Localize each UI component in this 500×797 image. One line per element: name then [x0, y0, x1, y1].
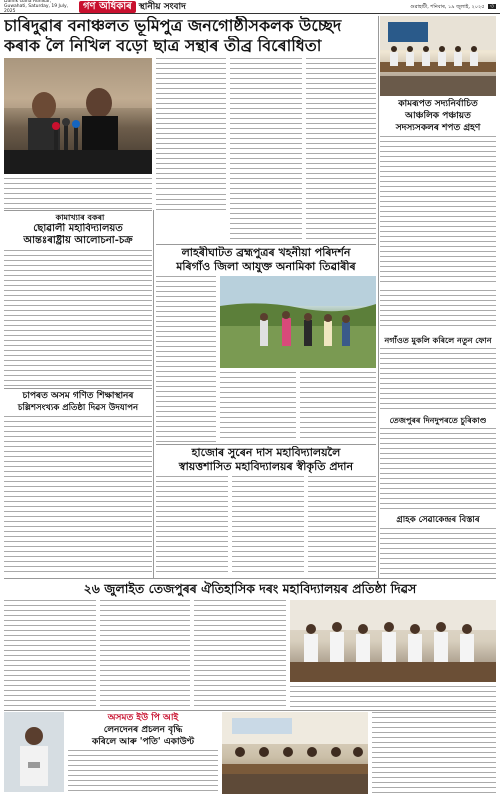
hajo-col-3: [308, 476, 376, 576]
hajo-headline-2: স্বায়ত্তশাসিত মহাবিদ্যালয়ৰ স্বীকৃতি প্ৰদান: [178, 460, 354, 473]
lahorighat-col-1: [156, 276, 216, 442]
kamakhya-headline-2: আন্তঃৰাষ্ট্ৰীয় আলোচনা-চক্ৰ: [23, 235, 133, 246]
lead-photo: [4, 58, 152, 174]
nagaon-headline: নগাঁওত মুকলি কৰিলে নতুন ফোন: [384, 335, 492, 345]
upi-headline-1: অসমত ইউ পি আই: [107, 713, 179, 723]
kamrup-photo: [380, 16, 496, 96]
hajo-col-1: [156, 476, 228, 576]
rule-right-col: [378, 16, 379, 578]
chabua-headline-1: চাপৰত অসম গণিত শিক্ষাস্থানৰ: [22, 391, 134, 401]
nagaon-body: [380, 348, 496, 410]
lahorighat-headline-1: লাহৰীঘাটত ব্ৰহ্মপুত্ৰৰ খহনীয়া পৰিদৰ্শন: [181, 246, 351, 259]
newspaper-logo: গণ অধিকাৰ: [79, 1, 136, 13]
chabua-body: [4, 416, 152, 576]
tezpur-college-col-4: [290, 686, 496, 708]
riverbank-visit-illustration: [220, 276, 376, 368]
kamrup-headline-3: সদস্যসকলৰ শপত গ্ৰহণ: [395, 123, 481, 133]
lead-headline-line1: চাৰিদুৱাৰ বনাঞ্চলত ভূমিপুত্ৰ জনগোষ্ঠীসকলক উচ্ছেদ: [4, 16, 342, 35]
date-text: গুৱাহাটী, শনিবাৰ, ১৯ জুলাই, ২০২৫: [410, 3, 485, 10]
lead-col-2b: [156, 194, 226, 210]
upi-photo: [4, 712, 64, 792]
lead-col-2: [156, 58, 226, 190]
service-body: [380, 528, 496, 578]
lead-col-1b: [4, 178, 152, 210]
chabua-headline-2: চল্লিশসংখ্যক প্ৰতিষ্ঠা দিৱস উদযাপন: [17, 403, 139, 413]
tezpur-college-headline: ২৬ জুলাইত তেজপুৰৰ ঐতিহাসিক দৰং মহাবিদ্যালয়ৰ প্ৰতিষ্ঠা দিৱস: [83, 581, 417, 596]
masthead: [0, 0, 500, 14]
tezpur-college-col-5: [372, 712, 496, 794]
hajo-col-2: [232, 476, 304, 576]
rule-left-col: [153, 210, 154, 578]
lead-col-3: [230, 58, 302, 243]
rule-above-banner: [4, 578, 496, 579]
speaker-illustration: [4, 712, 64, 792]
tezpur-college-col-3: [194, 600, 286, 708]
page-number: ৩: [490, 2, 494, 10]
lahorighat-col-2: [220, 372, 296, 442]
tezpur-college-photo-top: [290, 600, 496, 682]
lahorighat-col-3: [300, 372, 376, 442]
lead-headline-line2: কৰাক লৈ নিখিল বড়ো ছাত্ৰ সন্থাৰ তীব্ৰ বিৰোধিতা: [4, 36, 322, 55]
logo-area: [75, 1, 380, 13]
hajo-headline-1: হাজোৰ সুৰেন দাস মহাবিদ্যালয়লৈ: [191, 446, 341, 459]
kamakhya-body: [4, 250, 152, 386]
rule-below-lead: [4, 210, 152, 211]
rule-below-lead-center: [156, 244, 376, 245]
meeting-hall-illustration: [380, 16, 496, 96]
lahorighat-photo: [220, 276, 376, 368]
kamrup-body: [380, 136, 496, 286]
press-conference-illustration: [4, 58, 152, 174]
kamrup-headline-1: কামৰূপত সদ্যনিৰ্বাচিত: [398, 99, 478, 109]
kamrup-headline-2: আঞ্চলিক পঞ্চায়ত: [405, 111, 471, 121]
tezpur-town-headline: তেজপুৰৰ দিনদুপৰতে চুৰিকাণ্ড: [389, 415, 487, 425]
date-line: [380, 4, 500, 10]
conference-table-illustration: [222, 712, 368, 794]
tezpur-college-col-2: [100, 600, 190, 708]
rule-below-lahorighat: [156, 444, 376, 445]
kamakhya-kicker: কামাখ্যাৰ বকৰা: [55, 212, 105, 222]
tezpur-college-photo-bottom: [222, 712, 368, 794]
section-label: স্থানীয় সংবাদ: [138, 1, 186, 12]
rule-above-upi: [4, 710, 496, 711]
kamakhya-headline-1: ছোৱালী মহাবিদ্যালয়ত: [33, 223, 123, 234]
lead-col-4: [306, 58, 376, 243]
tezpur-college-col-1: [4, 600, 96, 708]
tezpur-town-body: [380, 428, 496, 510]
edition-line: Dainik Gana Adhikar, Guwahati, Saturday, 19 July, 2025: [4, 0, 69, 14]
rule-below-kamakhya: [4, 388, 152, 389]
college-meeting-illustration: [290, 600, 496, 682]
upi-headline-2: লেনদেনৰ প্ৰচলন বৃদ্ধি: [103, 725, 183, 735]
lahorighat-headline-2: মৰিগাঁও জিলা আযুক্ত অনামিকা তিৱাৰীৰ: [176, 260, 356, 273]
kamrup-body-2: [380, 290, 496, 330]
service-headline: গ্ৰাহক সেৱাকেন্দ্ৰৰ বিস্তাৰ: [396, 515, 480, 525]
upi-body: [68, 750, 218, 794]
upi-headline-3: কৰিলে আৰু 'পতি' একাউণ্ট: [91, 737, 195, 747]
